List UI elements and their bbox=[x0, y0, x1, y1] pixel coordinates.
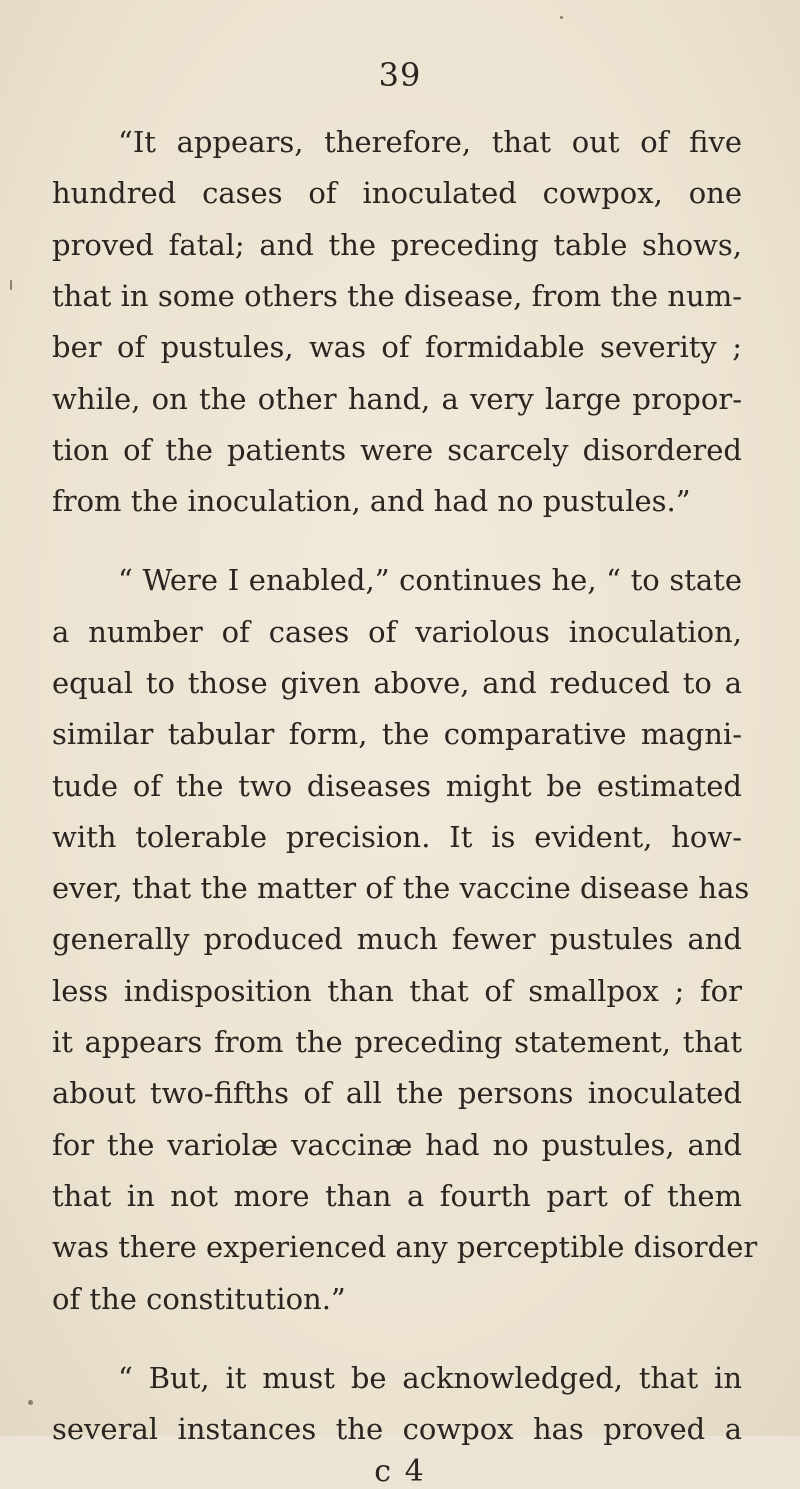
text-line: tion of the patients were scarcely disordered bbox=[52, 433, 742, 467]
text-line: ber of pustules, was of formidable severity ; bbox=[52, 330, 742, 364]
text-line: “It appears, therefore, that out of five bbox=[118, 125, 742, 159]
paper-speck bbox=[10, 280, 12, 290]
text-line: it appears from the preceding statement, that bbox=[52, 1025, 742, 1059]
text-line: “ But, it must be acknowledged, that in bbox=[118, 1361, 742, 1395]
text-line: for the variolæ vaccinæ had no pustules, and bbox=[52, 1128, 742, 1162]
text-line: several instances the cowpox has proved a bbox=[52, 1412, 742, 1446]
text-line: that in some others the disease, from the num- bbox=[52, 279, 742, 313]
text-line: was there experienced any perceptible disorder bbox=[52, 1230, 758, 1264]
text-line: that in not more than a fourth part of them bbox=[52, 1179, 742, 1213]
text-line: proved fatal; and the preceding table shows, bbox=[52, 228, 742, 262]
text-line: from the inoculation, and had no pustules.” bbox=[52, 484, 691, 518]
signature-mark: c 4 bbox=[374, 1454, 426, 1489]
text-line: of the constitution.” bbox=[52, 1282, 346, 1316]
text-line: “ Were I enabled,” continues he, “ to state bbox=[118, 563, 742, 597]
text-line: tude of the two diseases might be estimated bbox=[52, 769, 742, 803]
text-line: ever, that the matter of the vaccine disease has bbox=[52, 871, 750, 905]
text-line: with tolerable precision. It is evident, how- bbox=[52, 820, 742, 854]
text-line: while, on the other hand, a very large propor- bbox=[52, 382, 742, 416]
text-line: a number of cases of variolous inoculation, bbox=[52, 615, 742, 649]
text-line: similar tabular form, the comparative magni- bbox=[52, 717, 742, 751]
page-number: 39 bbox=[378, 56, 422, 94]
text-line: less indisposition than that of smallpox ; for bbox=[52, 974, 742, 1008]
text-line: hundred cases of inoculated cowpox, one bbox=[52, 176, 742, 210]
text-line: generally produced much fewer pustules and bbox=[52, 922, 742, 956]
paper-speck bbox=[560, 16, 563, 19]
text-line: about two-fifths of all the persons inoculated bbox=[52, 1076, 742, 1110]
paper-speck bbox=[28, 1400, 33, 1405]
text-line: equal to those given above, and reduced to a bbox=[52, 666, 742, 700]
